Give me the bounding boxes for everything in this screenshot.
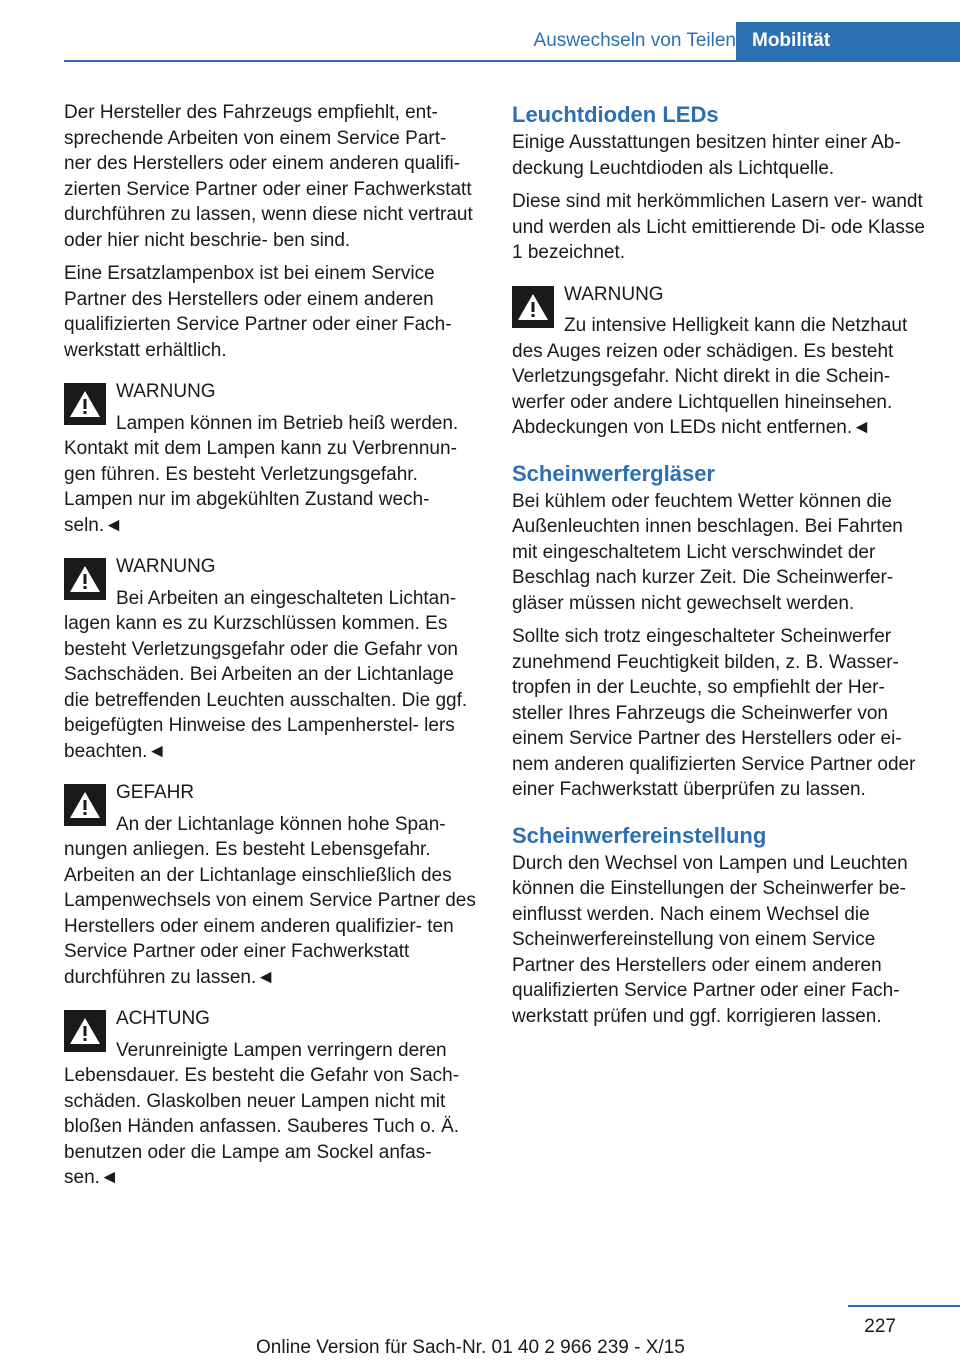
- header-chapter-tab: Mobilität: [736, 22, 960, 62]
- right-column: [512, 100, 928, 1037]
- warning-triangle-icon: [64, 1010, 106, 1052]
- footer-version-note: Online Version für Sach-Nr. 01 40 2 966 239 - X/15: [256, 1337, 685, 1358]
- header-section-title: Auswechseln von Teilen: [533, 30, 736, 51]
- section-heading-leds: Leuchtdioden LEDs: [512, 102, 719, 127]
- paragraph: Durch den Wechsel von Lampen und Leuchten können die Einstellungen der Scheinwerfer be- einflusst werden. Nach einem Wechsel die Scheinwerfereinstellung von einem Service Partner des Herstellers oder einem anderen qualifizierten Service Partner oder einer Fach- werkstatt prüfen und ggf. korrigieren lassen.: [512, 852, 908, 1027]
- header-rule: [64, 60, 960, 62]
- section-heading-headlamp-adjustment: Scheinwerfereinstellung: [512, 822, 767, 848]
- notice-title: WARNUNG: [116, 556, 216, 577]
- notice-text: lagen kann es zu Kurzschlüssen kommen. Es besteht Verletzungsgefahr oder die Gefahr von Sachschäden. Bei Arbeiten an der Lichtanlage die betreffenden Leuchten ausschalten. Die ggf. beigefügten Hinweise des Lampenherstel- lers beachten.◄: [64, 613, 468, 762]
- notice-text: des Auges reizen oder schädigen. Es besteht Verletzungsgefahr. Nicht direkt in die Schein- werfer oder andere Lichtquellen hineinsehen. Abdeckungen von LEDs nicht entfernen.◄: [512, 340, 894, 438]
- notice-text: Lebensdauer. Es besteht die Gefahr von Sach- schäden. Glaskolben neuer Lampen nicht mit bloßen Händen anfassen. Sauberes Tuch o. Ä. benutzen oder die Lampe am Sockel anfas- sen.◄: [64, 1065, 460, 1188]
- warning-triangle-icon: [64, 383, 106, 425]
- warning-notice: [64, 554, 478, 764]
- paragraph: Sollte sich trotz eingeschalteter Scheinwerfer zunehmend Feuchtigkeit bilden, z. B. Wasser- tropfen in der Leuchte, so empfiehlt der Her- steller Ihres Fahrzeugs die Scheinwerfer von einem Service Partner des Herstellers oder ei- nem anderen qualifizierten Service Partner oder einer Fachwerkstatt überprüfen zu lassen.: [512, 626, 916, 800]
- notice-first-line: Lampen können im Betrieb heiß werden.: [116, 412, 459, 434]
- notice-first-line: Bei Arbeiten an eingeschalteten Lichtan-: [116, 587, 457, 609]
- left-column: [64, 100, 478, 1199]
- notice-first-line: Verunreinigte Lampen verringern deren: [116, 1039, 447, 1061]
- warning-notice: [64, 379, 478, 538]
- warning-notice: [512, 282, 928, 441]
- notice-text: nungen anliegen. Es besteht Lebensgefahr. Arbeiten an der Lichtanlage einschließlich des Lampenwechsels von einem Service Partner des Herstellers oder einem anderen qualifizier- ten Service Partner oder einer Fachwerkstatt durchführen zu lassen.◄: [64, 839, 476, 988]
- danger-notice: [64, 780, 478, 990]
- page-header: [0, 0, 960, 62]
- footer-rule: [848, 1305, 960, 1307]
- warning-triangle-icon: [64, 558, 106, 600]
- notice-text: Kontakt mit dem Lampen kann zu Verbrennun- gen führen. Es besteht Verletzungsgefahr. Lampen nur im abgekühlten Zustand wech- seln.◄: [64, 438, 457, 536]
- warning-triangle-icon: [64, 784, 106, 826]
- notice-title: WARNUNG: [564, 283, 664, 305]
- paragraph: Eine Ersatzlampenbox ist bei einem Service Partner des Herstellers oder einem anderen qualifizierten Service Partner oder einer Fach- werkstatt erhältlich.: [64, 263, 452, 361]
- paragraph: Bei kühlem oder feuchtem Wetter können die Außenleuchten innen beschlagen. Bei Fahrten mit eingeschaltetem Licht verschwindet der Beschlag nach kurzer Zeit. Die Scheinwerfer- gläser müssen nicht gewechselt werden.: [512, 490, 903, 614]
- warning-triangle-icon: [512, 286, 554, 328]
- notice-title: ACHTUNG: [116, 1008, 210, 1029]
- paragraph: Diese sind mit herkömmlichen Lasern ver- wandt und werden als Licht emittierende Di- ode Klasse 1 bezeichnet.: [512, 191, 925, 263]
- notice-title: WARNUNG: [116, 381, 216, 402]
- paragraph: Einige Ausstattungen besitzen hinter einer Ab- deckung Leuchtdioden als Lichtquelle.: [512, 132, 901, 179]
- section-heading-headlamp-glass: Scheinwerfergläser: [512, 460, 715, 486]
- caution-notice: [64, 1006, 478, 1191]
- page-number: 227: [864, 1316, 896, 1337]
- paragraph: Der Hersteller des Fahrzeugs empfiehlt, ent- sprechende Arbeiten von einem Service Part- ner des Herstellers oder einem anderen qualifi- zierten Service Partner oder einer Fachwerkstatt durchführen zu lassen, wenn diese nicht vertraut oder hier nicht beschrie- ben sind.: [64, 102, 473, 251]
- notice-first-line: An der Lichtanlage können hohe Span-: [116, 813, 446, 835]
- notice-first-line: Zu intensive Helligkeit kann die Netzhaut: [564, 315, 908, 336]
- notice-title: GEFAHR: [116, 782, 195, 803]
